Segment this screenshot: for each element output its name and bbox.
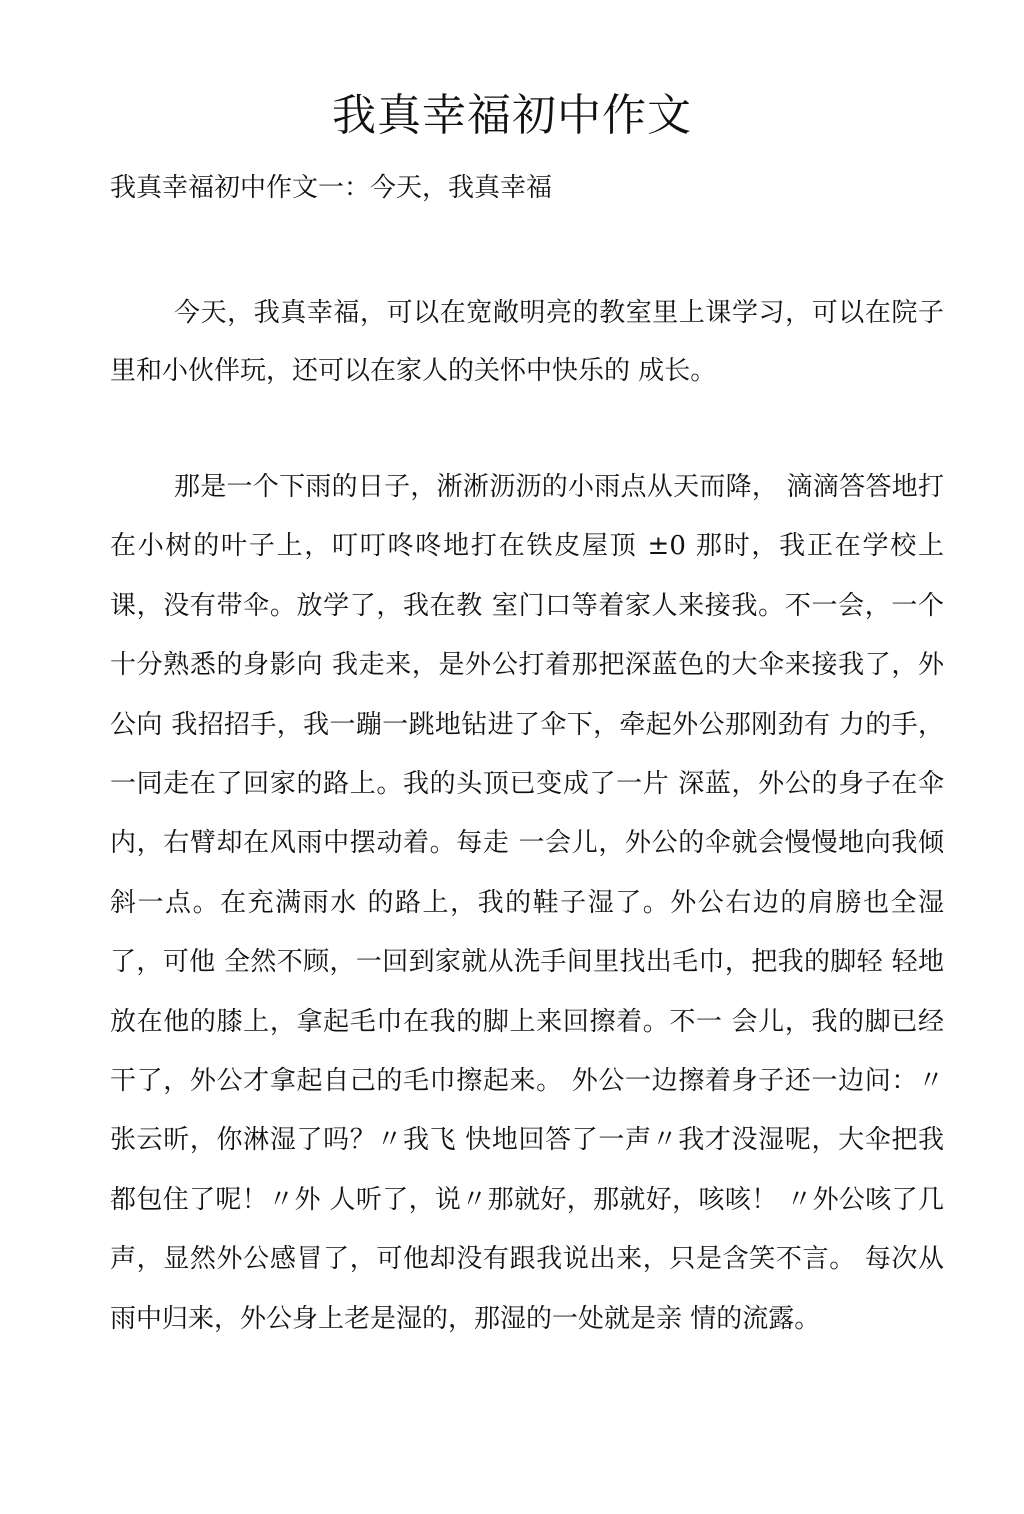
document-title: 我真幸福初中作文 bbox=[332, 90, 692, 141]
paragraph-2: 那是一个下雨的日子，淅淅沥沥的小雨点从天而降， 滴滴答答地打在小树的叶子上，叮叮咚咚地打在铁皮屋顶 ±0 那时，我正在学校上课，没有带伞。放学了，我在教 室门口等着家人来接我。不一会，一个十分熟悉的身影向 我走来，是外公打着那把深蓝色的大伞来接我了，外公向 我招招手，我一蹦一跳地钻进了伞下，牵起外公那刚劲有 力的手，一同走在了回家的路上。我的头顶已变成了一片 深蓝，外公的身子在伞内，右臂却在风雨中摆动着。每走 一会儿，外公的伞就会慢慢地向我倾斜一点。在充满雨水 的路上，我的鞋子湿了。外公右边的肩膀也全湿了，可他 全然不顾，一回到家就从洗手间里找出毛巾，把我的脚轻 轻地放在他的膝上，拿起毛巾在我的脚上来回擦着。不一 会儿，我的脚已经干了，外公才拿起自己的毛巾擦起来。 外公一边擦着身子还一边问：〃张云昕，你淋湿了吗？〃我飞 快地回答了一声〃我才没湿呢，大伞把我都包住了呢！〃外 人听了，说〃那就好，那就好，咳咳！ 〃外公咳了几声，显然外公感冒了，可他却没有跟我说出来，只是含笑不言。 每次从雨中归来，外公身上老是湿的，那湿的一处就是亲 情的流露。 bbox=[110, 472, 944, 1334]
paragraph-1: 今天，我真幸福，可以在宽敞明亮的教室里上课学习，可以在院子里和小伙伴玩，还可以在家人的关怀中快乐的 成长。 bbox=[110, 298, 944, 386]
document-subtitle: 我真幸福初中作文一：今天，我真幸福 bbox=[110, 173, 553, 203]
